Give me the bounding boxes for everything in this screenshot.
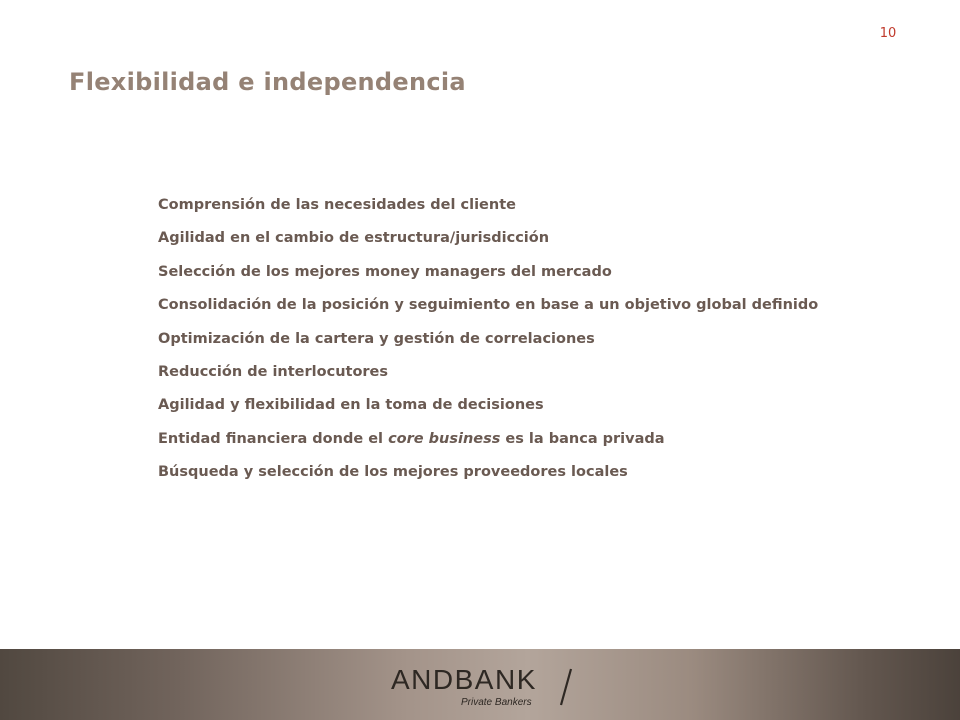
footer-bar [0, 649, 960, 720]
list-item: Agilidad en el cambio de estructura/jurisdicción [158, 230, 550, 247]
list-item-text: Entidad financiera donde el [158, 430, 389, 447]
list-item: Consolidación de la posición y seguimiento en base a un objetivo global definido [158, 297, 819, 314]
list-item: Búsqueda y selección de los mejores proveedores locales [158, 464, 628, 481]
logo-wordmark: ANDBANK [391, 664, 537, 695]
list-item: Selección de los mejores money managers del mercado [158, 263, 612, 280]
list-item-text: es la banca privada [500, 430, 665, 447]
page-number: 10 [879, 26, 897, 41]
logo-slash-icon [558, 667, 574, 707]
list-item [158, 428, 818, 461]
andbank-logo [391, 665, 581, 715]
list-item: Agilidad y flexibilidad en la toma de decisiones [158, 397, 544, 414]
logo-tagline: Private Bankers [461, 697, 532, 708]
slide-title: Flexibilidad e independencia [69, 68, 466, 96]
feature-list [158, 194, 818, 495]
list-item: Reducción de interlocutores [158, 363, 389, 380]
list-item: Optimización de la cartera y gestión de correlaciones [158, 330, 595, 347]
list-item: Comprensión de las necesidades del cliente [158, 197, 516, 213]
list-item-emphasis: core business [388, 430, 501, 447]
